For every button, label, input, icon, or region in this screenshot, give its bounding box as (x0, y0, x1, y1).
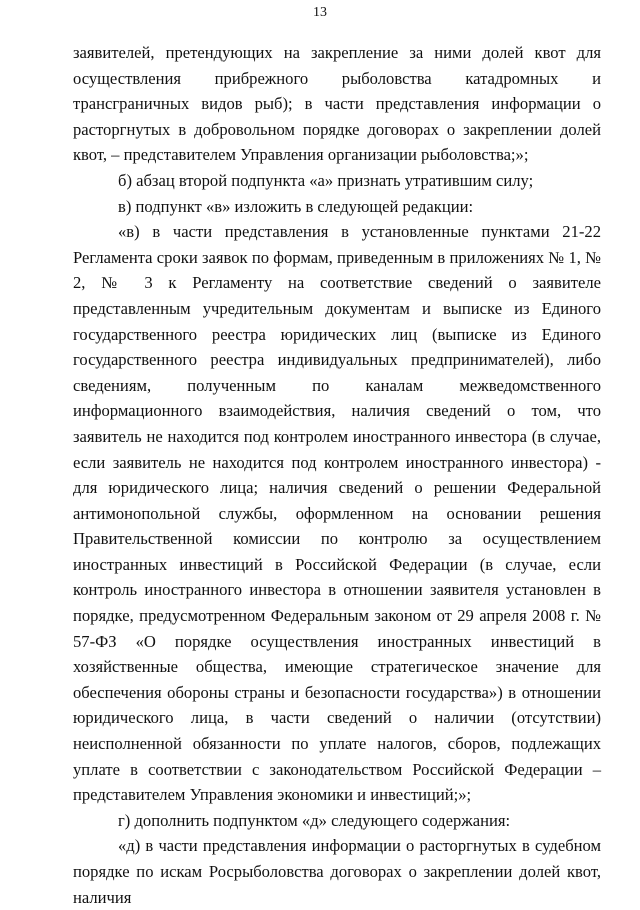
paragraph-item-v: в) подпункт «в» изложить в следующей редакции: (118, 196, 474, 216)
document-body (73, 40, 601, 910)
paragraph-item-b: б) абзац второй подпункта «а» признать утратившим силу; (118, 170, 534, 190)
page-number: 13 (313, 5, 327, 20)
paragraph-item-g: г) дополнить подпунктом «д» следующего содержания: (118, 810, 511, 830)
paragraph-continuation: заявителей, претендующих на закрепление за ними долей квот для осуществления прибрежного рыболовства катадромных и трансграничных видов рыб); в части представления информации о расторгнутых в добровольном порядке договорах о закреплении долей квот, – представителем Управления организации рыболовства;»; (73, 43, 601, 165)
paragraph-item-v-text: «в) в части представления в установленные пунктами 21-22 Регламента сроки заявок по формам, приведенным в приложениях № 1, № 2, № 3 к Регламенту на соответствие сведений о заявителе представленным учредительным документам и выписке из Единого государственного реестра юридических лиц (выписке из Единого государственного реестра индивидуальных предпринимателей), либо сведениям, полученным по каналам межведомственного информационного взаимодействия, наличия сведений о том, что заявитель не находится под контролем иностранного инвестора (в случае, если заявитель не находится под контролем иностранного инвестора) - для юридического лица; наличия сведений о решении Федеральной антимонопольной службы, оформленном на основании решения Правительственной комиссии по контролю за осуществлением иностранных инвестиций в Российской Федерации (в случае, если контроль иностранного инвестора в отношении заявителя установлен в порядке, предусмотренном Федеральным законом от 29 апреля 2008 г. № 57-ФЗ «О порядке осуществления иностранных инвестиций в хозяйственные общества, имеющие стратегическое значение для обеспечения обороны страны и безопасности государства») в отношении юридического лица, в части сведений о наличии (отсутствии) неисполненной обязанности по уплате налогов, сборов, подлежащих уплате в соответствии с законодательством Российской Федерации – представителем Управления экономики и инвестиций;»; (73, 222, 601, 805)
paragraph-item-d-text: «д) в части представления информации о расторгнутых в судебном порядке по искам Росрыболовства договорах о закреплении долей квот, наличия (73, 836, 601, 907)
